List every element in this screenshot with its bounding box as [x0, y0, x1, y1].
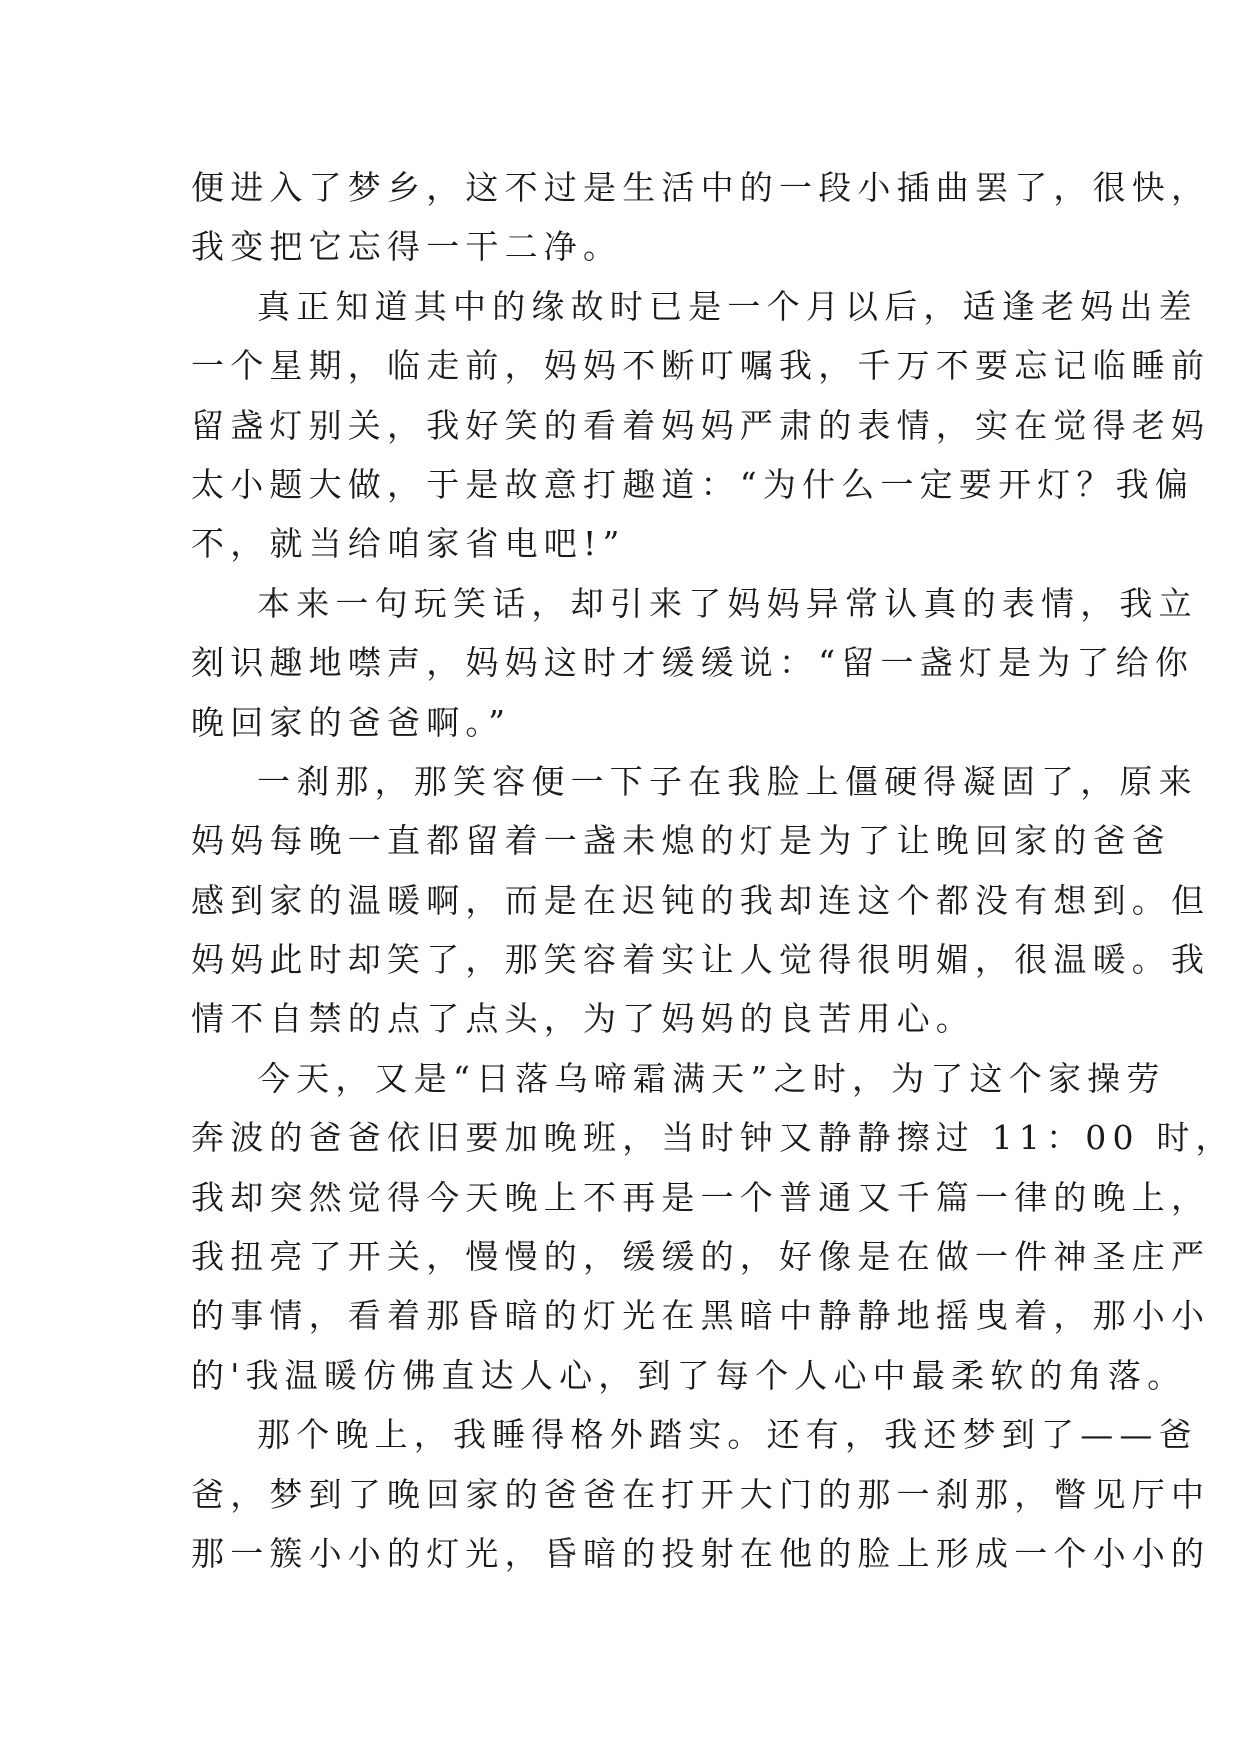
text-line: 一刹那，那笑容便一下子在我脸上僵硬得凝固了，原来 — [257, 761, 1198, 801]
text-line: 我扭亮了开关，慢慢的，缓缓的，好像是在做一件神圣庄严 — [191, 1237, 1211, 1277]
text-line: 那个晚上，我睡得格外踏实。还有，我还梦到了——爸 — [257, 1415, 1198, 1455]
text-line: 刻识趣地噤声，妈妈这时才缓缓说：“留一盏灯是为了给你 — [191, 643, 1195, 683]
text-line: 的'我温暖仿佛直达人心，到了每个人心中最柔软的角落。 — [191, 1355, 1187, 1395]
text-line: 留盏灯别关，我好笑的看着妈妈严肃的表情，实在觉得老妈 — [191, 405, 1211, 445]
text-line: 妈妈此时却笑了，那笑容着实让人觉得很明媚，很温暖。我 — [191, 940, 1211, 980]
text-line: 我变把它忘得一干二净。 — [191, 227, 623, 267]
text-line: 一个星期，临走前，妈妈不断叮嘱我，千万不要忘记临睡前 — [191, 346, 1211, 386]
text-line: 本来一句玩笑话，却引来了妈妈异常认真的表情，我立 — [257, 583, 1198, 623]
text-line: 我却突然觉得今天晚上不再是一个普通又千篇一律的晚上， — [191, 1177, 1211, 1217]
text-line: 不，就当给咱家省电吧!” — [191, 524, 626, 564]
text-line: 的事情，看着那昏暗的灯光在黑暗中静静地摇曳着，那小小 — [191, 1296, 1211, 1336]
text-line: 今天，又是“日落乌啼霜满天”之时，为了这个家操劳 — [257, 1058, 1166, 1098]
text-line: 情不自禁的点了点头，为了妈妈的良苦用心。 — [191, 999, 975, 1039]
text-line: 感到家的温暖啊，而是在迟钝的我却连这个都没有想到。但 — [191, 880, 1211, 920]
text-line: 爸，梦到了晚回家的爸爸在打开大门的那一刹那，瞥见厅中 — [191, 1474, 1211, 1514]
text-line: 太小题大做，于是故意打趣道：“为什么一定要开灯？我偏 — [191, 464, 1195, 504]
text-line: 奔波的爸爸依旧要加晚班，当时钟又静静擦过 11：00 时， — [191, 1118, 1235, 1158]
text-line: 妈妈每晚一直都留着一盏未熄的灯是为了让晚回家的爸爸 — [191, 821, 1171, 861]
text-line: 真正知道其中的缘故时已是一个月以后，适逢老妈出差 — [257, 286, 1198, 326]
text-line: 晚回家的爸爸啊。” — [191, 702, 512, 742]
text-line: 便进入了梦乡，这不过是生活中的一段小插曲罢了，很快， — [191, 168, 1211, 207]
text-line: 那一簇小小的灯光，昏暗的投射在他的脸上形成一个小小的 — [191, 1533, 1211, 1573]
body-text — [191, 158, 1235, 1583]
